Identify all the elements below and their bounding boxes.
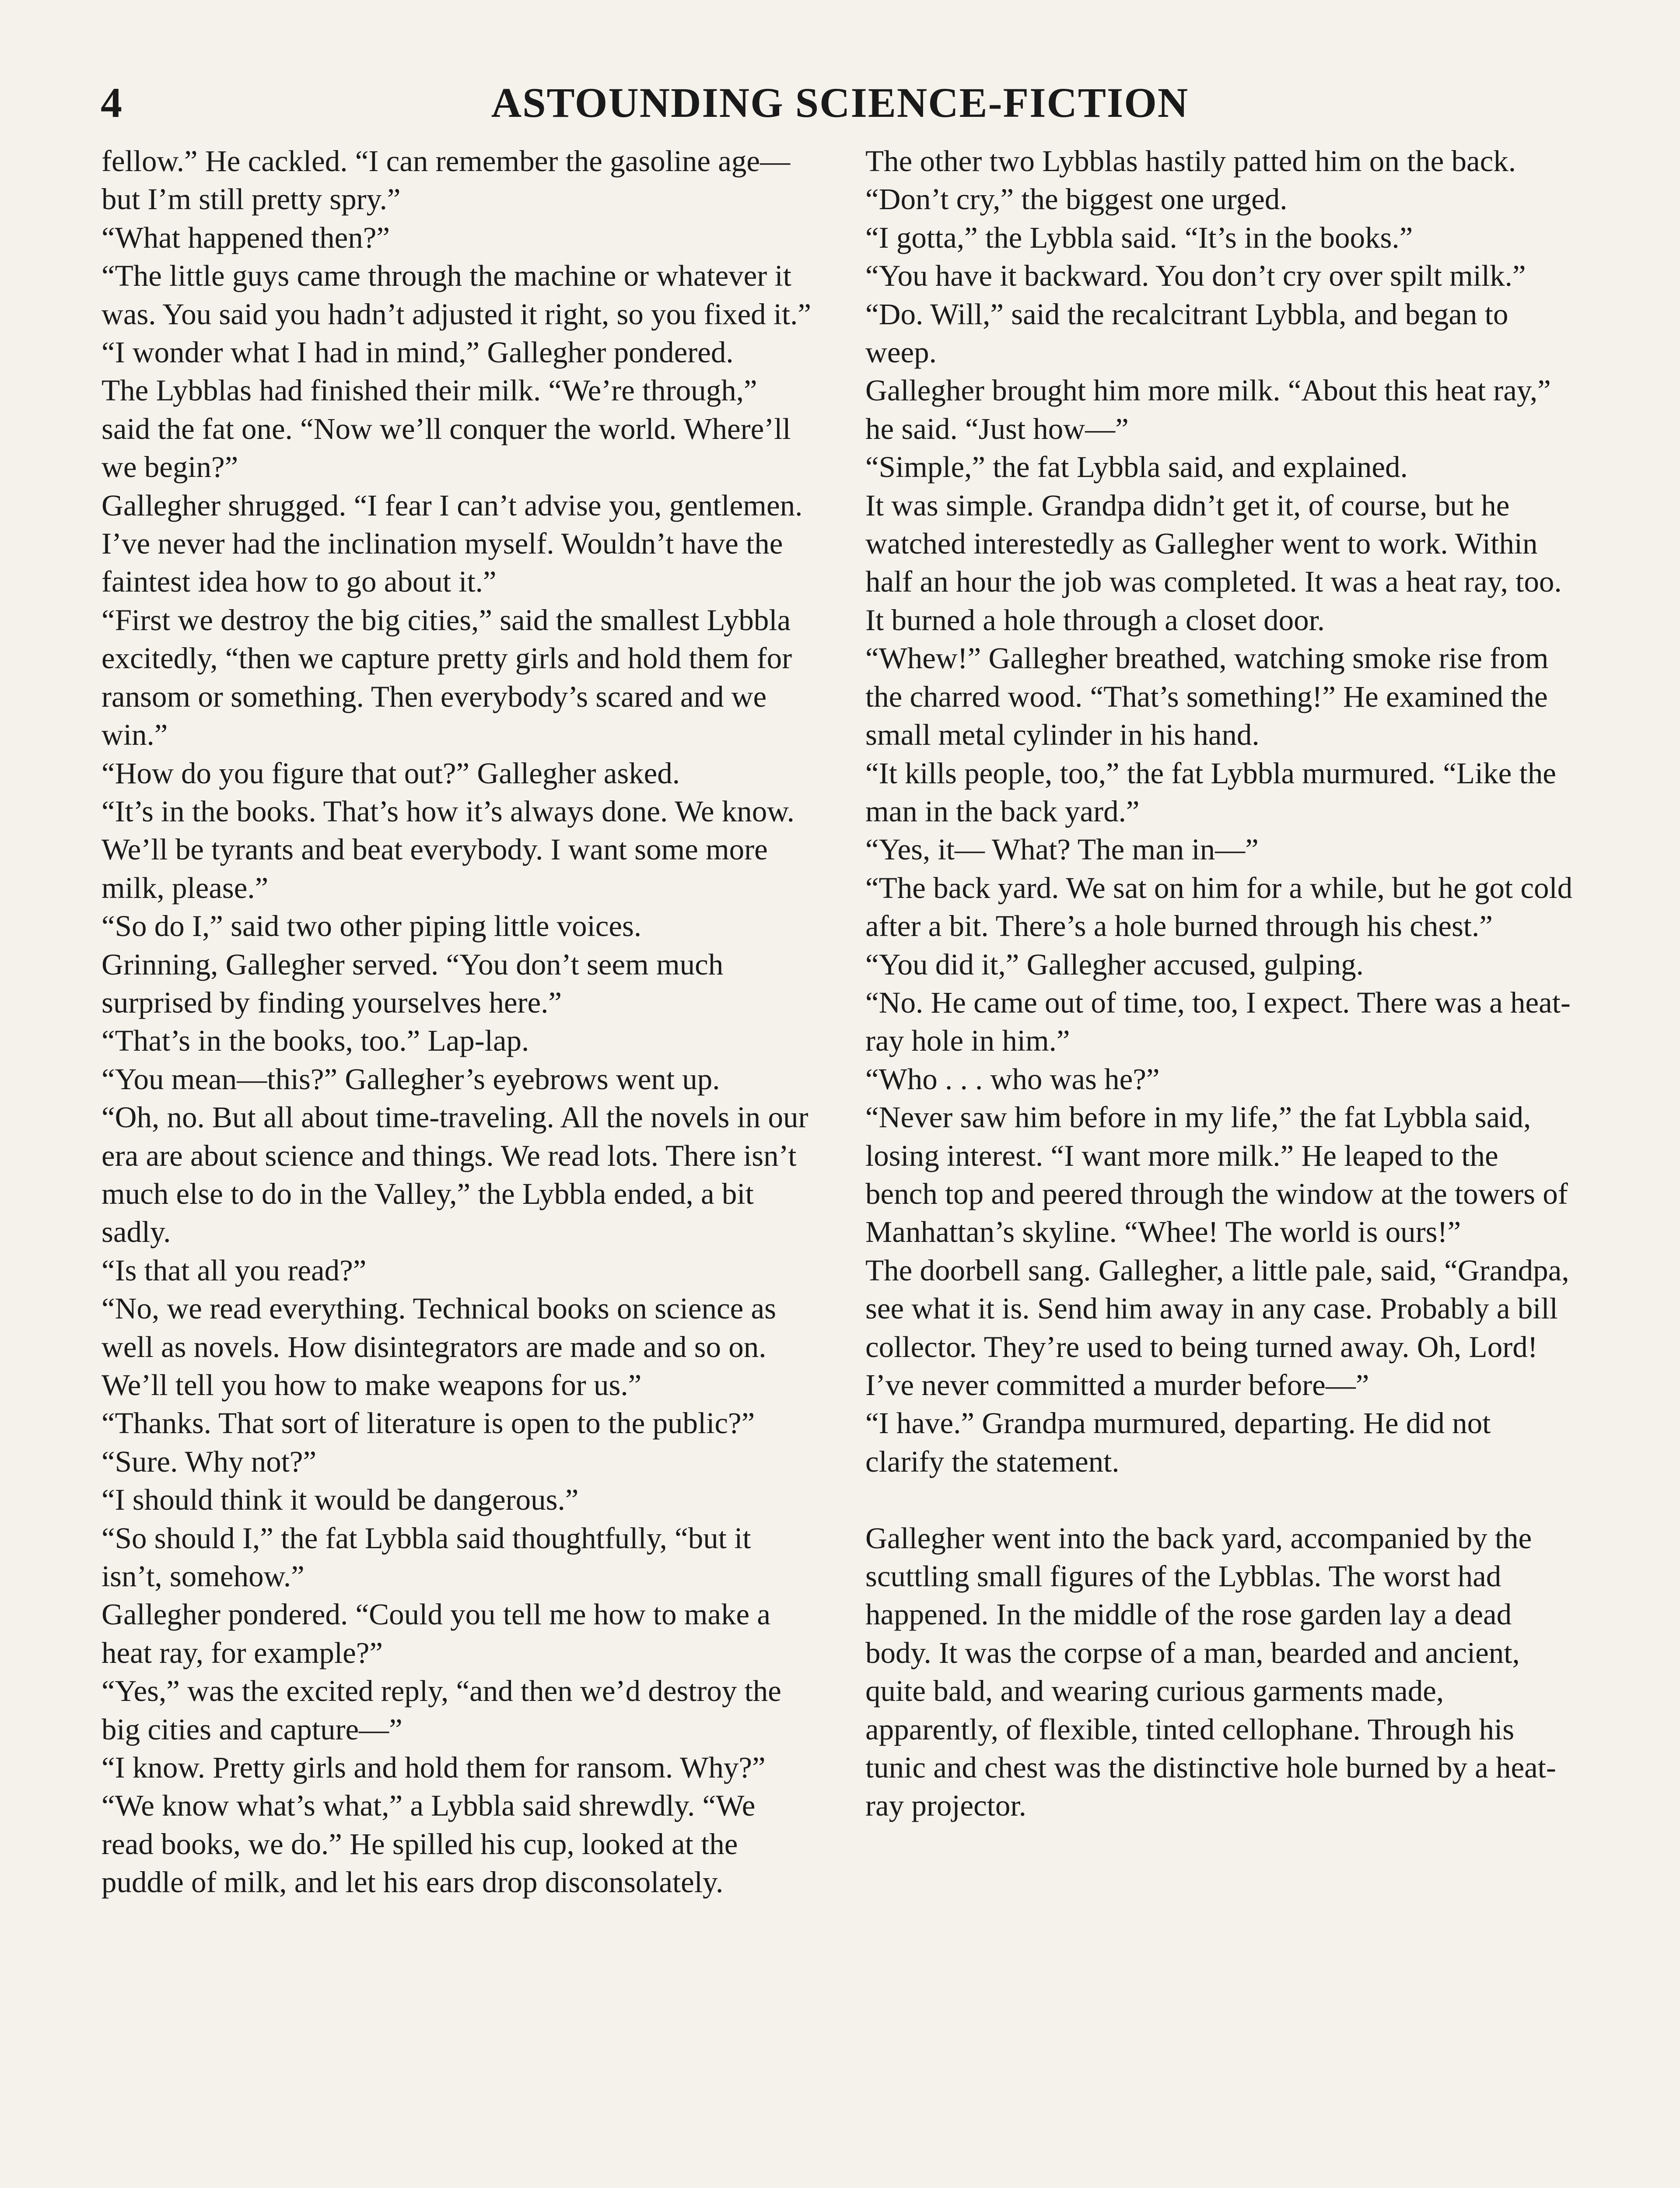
paragraph: “It kills people, too,” the fat Lybbla murmured. “Like the man in the back yard.” <box>865 756 1556 828</box>
paragraph: fellow.” He cackled. “I can remember the gasoline age—but I’m still pretty spry.” <box>102 144 791 216</box>
paragraph: “No. He came out of time, too, I expect. There was a heat-ray hole in him.” <box>865 985 1571 1058</box>
paragraph: “That’s in the books, too.” Lap-lap. <box>102 1024 529 1058</box>
paragraph: Gallegher went into the back yard, accompanied by the scuttling small figures of the Lybblas. The worst had happened. In the middle of the rose garden lay a dead body. It was the corpse of a man, bearded and ancient, quite bald, and wearing curious garments made, apparently, of flexible, tinted cellophane. Through his tunic and chest was the distinctive hole burned by a heat-ray projector. <box>865 1521 1556 1823</box>
page-number: 4 <box>101 79 122 126</box>
paragraph: “Yes,” was the excited reply, “and then we’d destroy the big cities and capture—” <box>102 1674 781 1746</box>
paragraph: The other two Lybblas hastily patted him on the back. “Don’t cry,” the biggest one urged. <box>865 144 1516 216</box>
paragraph: “It’s in the books. That’s how it’s always done. We know. We’ll be tyrants and beat everybody. I want some more milk, please.” <box>102 794 794 905</box>
page-header <box>101 77 1579 138</box>
paragraph: “You mean—this?” Gallegher’s eyebrows went up. <box>102 1062 720 1096</box>
magazine-title: ASTOUNDING SCIENCE-FICTION <box>491 79 1189 126</box>
paragraph: “I know. Pretty girls and hold them for ransom. Why?” <box>102 1751 766 1785</box>
paragraph: “We know what’s what,” a Lybbla said shrewdly. “We read books, we do.” He spilled his cup, looked at the puddle of milk, and let his ears drop disconsolately. <box>102 1789 756 1899</box>
paragraph: Gallegher brought him more milk. “About this heat ray,” he said. “Just how—” <box>865 374 1551 445</box>
paragraph: “No, we read everything. Technical books on science as well as novels. How disintegrators are made and so on. We’ll tell you how to make weapons for us.” <box>102 1292 776 1402</box>
paragraph: “Thanks. That sort of literature is open to the public?” <box>102 1406 755 1440</box>
paragraph: The doorbell sang. Gallegher, a little pale, said, “Grandpa, see what it is. Send him away in any case. Probably a bill collector. They’re used to being turned away. Oh, Lord! I’ve never committed a murder before—” <box>865 1253 1569 1402</box>
paragraph: “The back yard. We sat on him for a while, but he got cold after a bit. There’s a hole burned through his chest.” <box>865 871 1573 943</box>
paragraph: “So should I,” the fat Lybbla said thoughtfully, “but it isn’t, somehow.” <box>102 1521 751 1593</box>
paragraph: The Lybblas had finished their milk. “We’re through,” said the fat one. “Now we’ll conquer the world. Where’ll we begin?” <box>102 374 791 484</box>
paragraph: “Simple,” the fat Lybbla said, and explained. <box>865 450 1408 484</box>
paragraph: “Who . . . who was he?” <box>865 1062 1160 1096</box>
paragraph: “I gotta,” the Lybbla said. “It’s in the books.” <box>865 221 1413 254</box>
paragraph: Gallegher pondered. “Could you tell me how to make a heat ray, for example?” <box>102 1598 771 1669</box>
paragraph: Grinning, Gallegher served. “You don’t seem much surprised by finding yourselves here.” <box>102 947 724 1019</box>
paragraph: “You did it,” Gallegher accused, gulping. <box>865 947 1364 981</box>
paragraph: Gallegher shrugged. “I fear I can’t advise you, gentlemen. I’ve never had the inclination myself. Wouldn’t have the faintest idea how to go about it.” <box>102 488 803 599</box>
paragraph: “I wonder what I had in mind,” Gallegher pondered. <box>102 336 734 369</box>
paragraph: “The little guys came through the machine or whatever it was. You said you hadn’t adjusted it right, so you fixed it.” <box>102 259 812 331</box>
paragraph: “Sure. Why not?” <box>102 1445 317 1478</box>
paragraph: “You have it backward. You don’t cry over spilt milk.” <box>865 259 1526 293</box>
paragraph: “Yes, it— What? The man in—” <box>865 833 1259 866</box>
paragraph: “Do. Will,” said the recalcitrant Lybbla, and began to weep. <box>865 297 1508 369</box>
paragraph: “Is that all you read?” <box>102 1253 367 1287</box>
paragraph: “Never saw him before in my life,” the fat Lybbla said, losing interest. “I want more milk.” He leaped to the bench top and peered through the window at the towers of Manhattan’s skyline. “Whee! The world is ours!” <box>865 1101 1568 1249</box>
paragraph: It was simple. Grandpa didn’t get it, of course, but he watched interestedly as Gallegher went to work. Within half an hour the job was completed. It was a heat ray, too. It burned a hole through a closet door. <box>865 488 1562 637</box>
paragraph: “What happened then?” <box>102 221 390 254</box>
right-column <box>865 142 1576 1825</box>
paragraph: “Whew!” Gallegher breathed, watching smoke rise from the charred wood. “That’s something!” He examined the small metal cylinder in his hand. <box>865 642 1549 752</box>
paragraph: “So do I,” said two other piping little voices. <box>102 909 642 943</box>
left-column <box>102 142 812 1902</box>
paragraph: “I should think it would be dangerous.” <box>102 1483 579 1517</box>
paragraph: “First we destroy the big cities,” said the smallest Lybbla excitedly, “then we capture pretty girls and hold them for ransom or something. Then everybody’s scared and we win.” <box>102 603 792 752</box>
paragraph: “Oh, no. But all about time-traveling. All the novels in our era are about science and things. We read lots. There isn’t much else to do in the Valley,” the Lybbla ended, a bit sadly. <box>102 1101 808 1249</box>
paragraph: “I have.” Grandpa murmured, departing. He did not clarify the statement. <box>865 1406 1491 1478</box>
paragraph: “How do you figure that out?” Gallegher asked. <box>102 756 680 790</box>
